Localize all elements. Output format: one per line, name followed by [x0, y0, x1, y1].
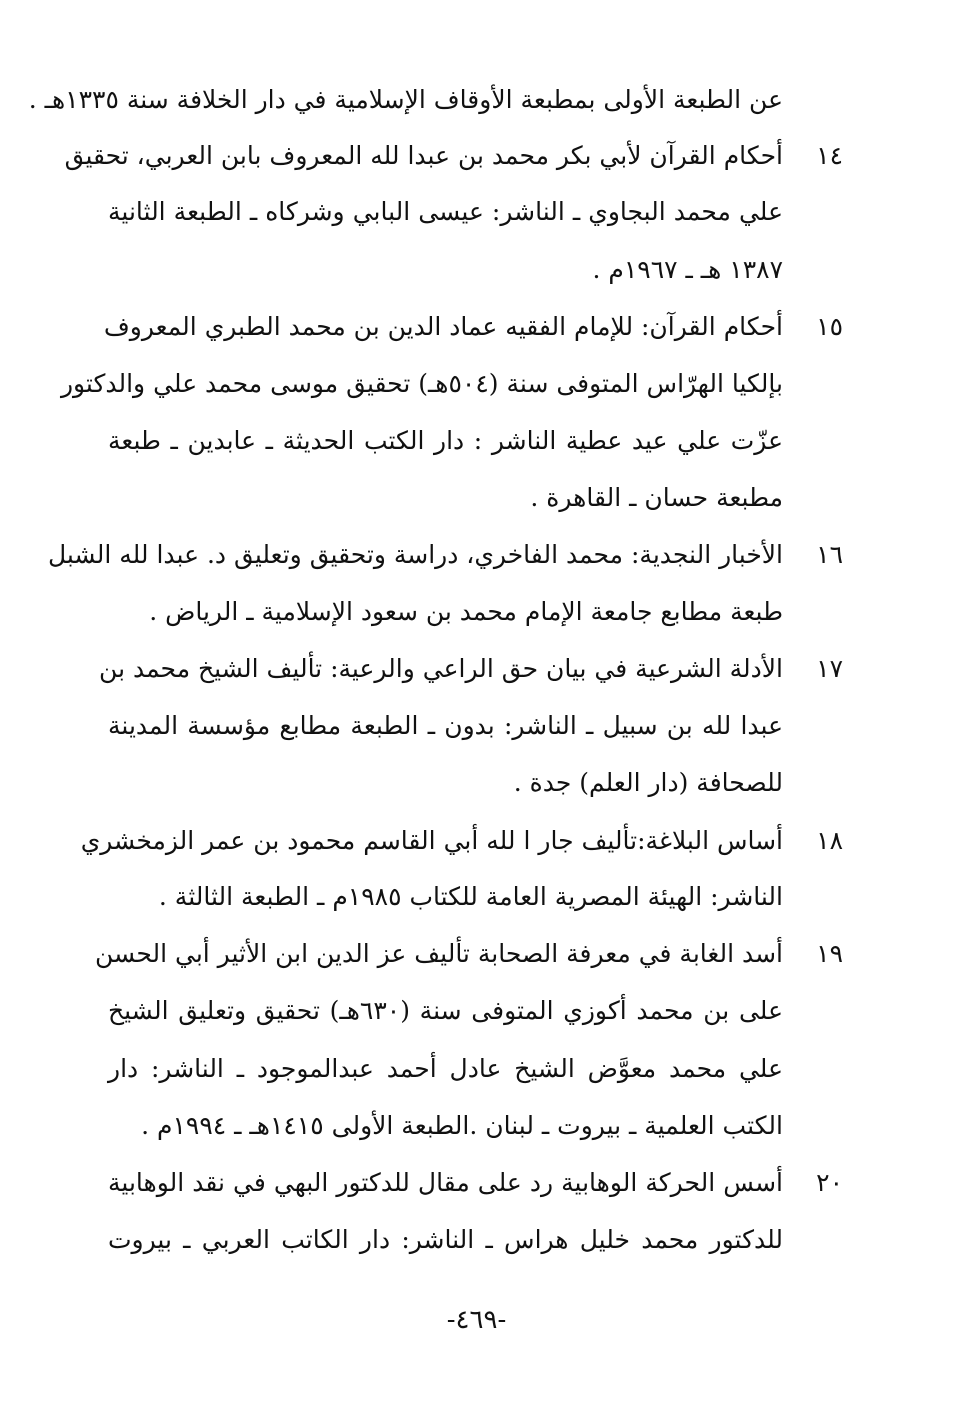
entry-number: ١٧	[816, 654, 843, 683]
entry-line: للصحافة (دار العلم) جدة .	[513, 768, 783, 797]
entry-line: علي محمد معوَّض الشيخ عادل أحمد عبدالموجود ـ الناشر: دار	[108, 1054, 783, 1083]
entry-line: عبدا لله بن سبيل ـ الناشر: بدون ـ الطبعة مطابع مؤسسة المدينة	[108, 711, 783, 740]
entry-number: ١٥	[816, 312, 843, 341]
entry-line: ١٣٨٧ هـ ـ ١٩٦٧م .	[592, 255, 783, 284]
entry-line: الناشر: الهيئة المصرية العامة للكتاب ١٩٨٥م ـ الطبعة الثالثة .	[158, 882, 783, 911]
entry-line: أسد الغابة في معرفة الصحابة تأليف عز الدين ابن الأثير أبي الحسن	[95, 939, 783, 968]
entry-line: الأدلة الشرعية في بيان حق الراعي والرعية: تأليف الشيخ محمد بن	[99, 654, 783, 683]
entry-line: على بن محمد أكوزي المتوفى سنة (٦٣٠هـ) تحقيق وتعليق الشيخ	[108, 996, 783, 1025]
entry-line: أسس الحركة الوهابية رد على مقال للدكتور البهي في نقد الوهابية	[108, 1168, 783, 1197]
entry-line: أساس البلاغة:تأليف جار ا لله أبي القاسم محمود بن عمر الزمخشري	[80, 826, 783, 855]
entry-line: أحكام القرآن لأبي بكر محمد بن عبدا لله المعروف بابن العربي، تحقيق	[64, 141, 783, 170]
entry-line: للدكتور محمد خليل هراس ـ الناشر: دار الكاتب العربي ـ بيروت	[108, 1225, 783, 1254]
entry-line: الكتب العلمية ـ بيروت ـ لبنان .الطبعة الأولى ١٤١٥هـ ـ ١٩٩٤م .	[141, 1111, 783, 1140]
entry-line: مطبعة حسان ـ القاهرة .	[530, 483, 783, 512]
entry-number: ١٨	[816, 826, 843, 855]
entry-line: بإلكيا الهرّاس المتوفى سنة (٥٠٤هـ) تحقيق موسى محمد علي والدكتور	[60, 369, 783, 398]
continuation-line: عن الطبعة الأولى بمطبعة الأوقاف الإسلامية في دار الخلافة سنة ١٣٣٥هـ .	[28, 85, 783, 114]
entry-number: ١٦	[816, 540, 843, 569]
entry-number: ١٤	[816, 141, 843, 170]
entry-line: طبعة مطابع جامعة الإمام محمد بن سعود الإسلامية ـ الرياض .	[149, 597, 783, 626]
page-number: -٤٦٩-	[446, 1305, 507, 1335]
entry-line: عزّت علي عيد عطية الناشر : دار الكتب الحديثة ـ عابدين ـ طبعة	[108, 426, 783, 455]
entry-line: الأخبار النجدية: محمد الفاخري، دراسة وتحقيق وتعليق د. عبدا لله الشبل	[47, 540, 783, 569]
entry-line: أحكام القرآن: للإمام الفقيه عماد الدين بن محمد الطبري المعروف	[103, 312, 783, 341]
entry-line: علي محمد البجاوي ـ الناشر: عيسى البابي وشركاه ـ الطبعة الثانية	[108, 197, 783, 226]
entry-number: ١٩	[816, 939, 843, 968]
entry-number: ٢٠	[816, 1168, 843, 1197]
